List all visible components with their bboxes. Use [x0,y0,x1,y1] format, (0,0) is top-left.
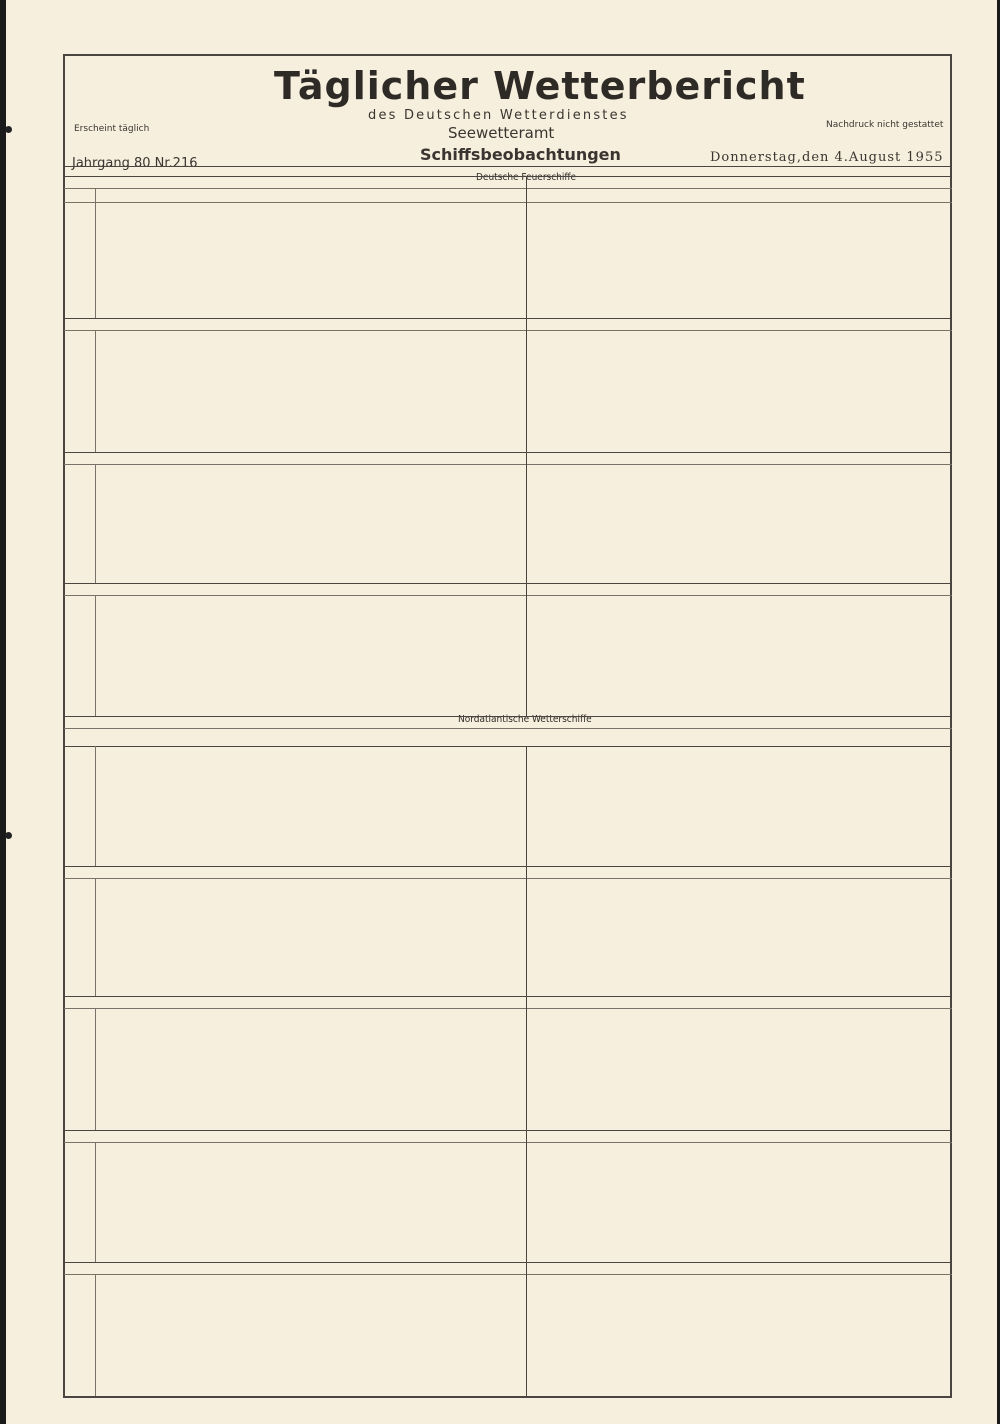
issue-date: Donnerstag,den 4.August 1955 [710,150,944,165]
column-rule [526,1262,527,1396]
rule-line [64,166,952,167]
rule-line [64,728,952,729]
rule-line [64,996,952,997]
column-rule [526,866,527,996]
column-rule [95,330,96,452]
rule-line [64,202,952,203]
rule-line [64,452,952,453]
scan-left-edge [0,0,6,1424]
rule-line [64,1008,952,1009]
rule-line [64,583,952,584]
page-title: Täglicher Wetterbericht [274,64,806,108]
rule-line [64,176,952,177]
punch-hole [5,126,12,133]
punch-hole [5,832,12,839]
column-rule [95,595,96,716]
column-rule [95,1274,96,1396]
rule-line [64,188,952,189]
column-rule [95,1008,96,1130]
rule-line [64,595,952,596]
wetterschiffe-heading: Nordatlantische Wetterschiffe [458,714,592,725]
page-frame [63,54,952,1398]
rule-line [530,1274,830,1275]
column-rule [526,996,527,1130]
rule-line [64,716,952,717]
feuerschiffe-heading: Deutsche Feuerschiffe [476,172,577,183]
rule-line [64,866,952,867]
rule-line [64,1142,952,1143]
rule-line [64,746,952,747]
rule-line [64,318,952,319]
column-rule [95,878,96,996]
column-rule [526,176,527,318]
subtitle: des Deutschen Wetterdienstes [368,108,629,123]
office-name: Seewetteramt [448,124,555,142]
column-rule [526,746,527,866]
rule-line [64,878,952,879]
column-rule [526,583,527,716]
column-rule [526,452,527,583]
column-rule [95,464,96,583]
column-rule [95,746,96,866]
column-rule [526,1130,527,1262]
rule-line [64,330,952,331]
issue-number: Jahrgang 80 Nr.216 [72,156,198,171]
rule-line [64,1130,952,1131]
section-title: Schiffsbeobachtungen [420,145,621,164]
rule-line [64,464,952,465]
column-rule [95,1142,96,1262]
column-rule [526,318,527,452]
frequency-note: Erscheint täglich [74,124,150,134]
copyright-note: Nachdruck nicht gestattet [826,120,944,130]
column-rule [95,188,96,318]
rule-line [64,1262,952,1263]
